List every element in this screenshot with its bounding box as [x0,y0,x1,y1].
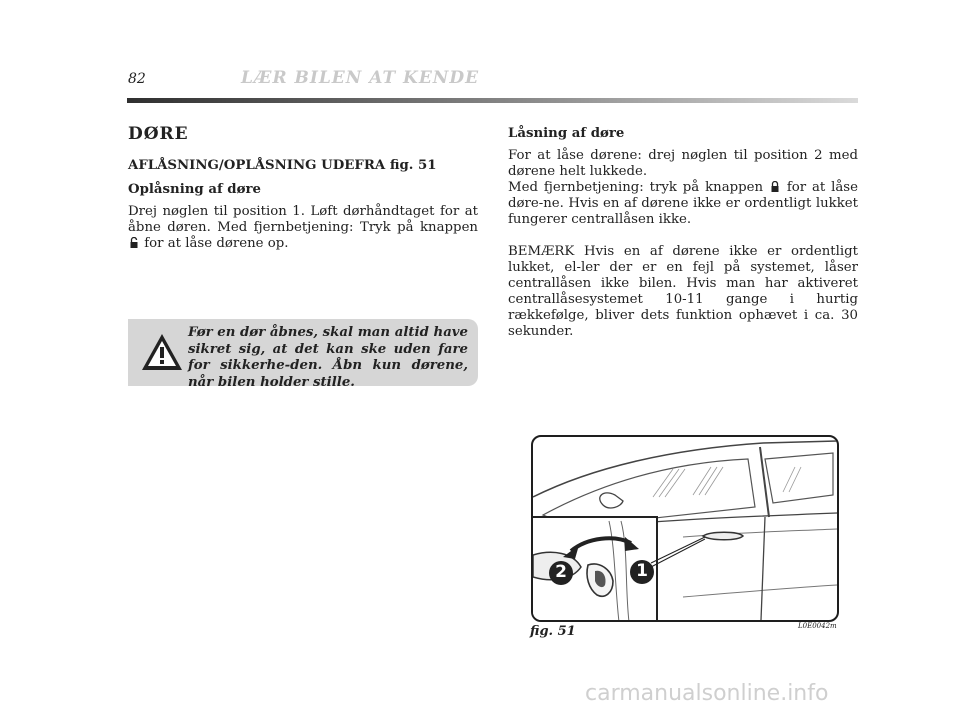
lock-text-end: for at låse døre-ne. Hvis en af dørene ikke er ordentligt lukket fungerer centrallåsen ikke. [508,180,858,227]
car-door-illustration [533,437,837,620]
watermark: carmanualsonline.info [585,681,829,706]
unlock-text-end: for at låse dørene op. [144,236,289,251]
warning-text: Før en dør åbnes, skal man altid have sikret sig, at det kan ske uden fare for sikkerhe-den. Åbn kun dørene, når bilen holder stille. [188,325,468,390]
unlock-paragraph [128,204,478,252]
lock-paragraph-2 [508,180,858,228]
lock-icon [771,181,779,192]
lock-text-start: Med fjernbetjening: tryk på knappen [508,180,764,195]
right-column [508,126,858,348]
note-paragraph: BEMÆRK Hvis en af dørene ikke er ordentligt lukket, el-ler der er en fejl på systemet, låser centrallåsen ikke bilen. Hvis man har aktiveret centrallåsesystemet 10-11 gange i hurtig rækkefølge, bliver dets funktion ophævet i ca. 30 sekunder. [508,244,858,339]
warning-box [128,319,478,390]
figure-code: L0E0042m [798,622,837,630]
running-title: LÆR BILEN AT KENDE [240,68,480,88]
unlock-text-start: Drej nøglen til position 1. Løft dørhåndtaget for at åbne døren. Med fjernbetjening: Tryk på knappen [128,204,478,235]
marker-1-label: 1 [636,561,648,581]
lock-paragraph-1: For at låse dørene: drej nøglen til position 2 med dørene helt lukkede. [508,148,858,179]
section-heading: AFLÅSNING/OPLÅSNING UDEFRA fig. 51 [128,158,437,173]
left-column [128,126,478,260]
door-figure [531,435,839,622]
lock-heading: Låsning af døre [508,126,625,141]
header-bar [127,98,858,103]
figure-caption: fig. 51 [530,624,576,639]
marker-2-label: 2 [555,562,567,582]
unlock-heading: Oplåsning af døre [128,182,261,197]
warning-triangle-icon [140,332,184,372]
unlock-icon [130,237,138,248]
page-title: DØRE [128,124,189,144]
page-number: 82 [128,71,146,87]
